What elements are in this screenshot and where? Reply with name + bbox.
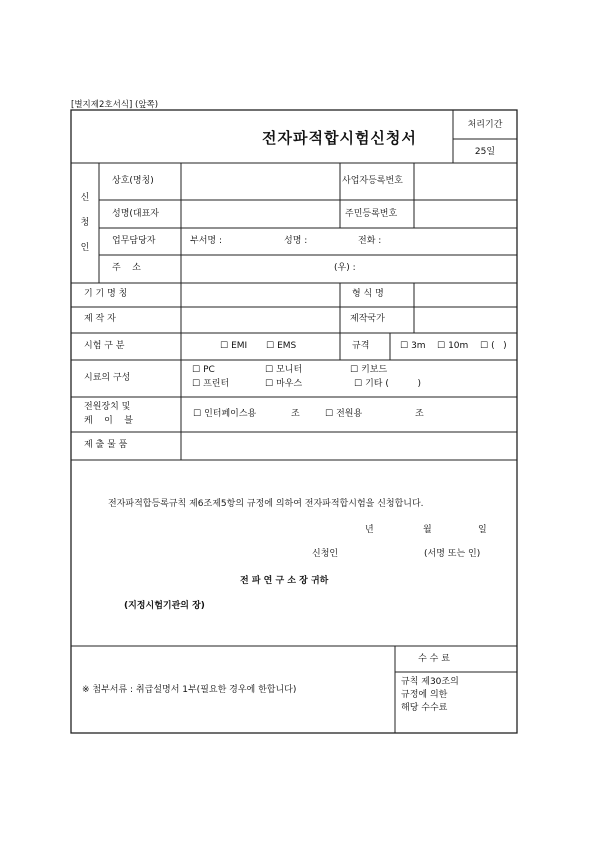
applicant-sign-label: 신청인: [312, 549, 339, 559]
equipment-name-label: 기 기 명 칭: [84, 289, 128, 299]
dept-label: 부서명 :: [190, 236, 222, 246]
power-cable-label-line2: 케 이 블: [84, 416, 133, 426]
3m-checkbox[interactable]: ☐ 3m: [400, 342, 426, 351]
applicant-group-char-3: 인: [80, 243, 90, 253]
applicant-group-char-1: 신: [80, 193, 90, 203]
addressee: 전 파 연 구 소 장 귀하: [240, 576, 329, 586]
manufacturer-label: 제 작 자: [84, 314, 116, 324]
other-standard-checkbox[interactable]: ☐ ( ): [480, 342, 507, 351]
date-day: 일: [478, 525, 487, 535]
fee-line-1: 규칙 제30조의: [401, 677, 459, 687]
attachments-note: ※ 첨부서류 : 취급설명서 1부(필요한 경우에 한합니다): [82, 685, 297, 695]
fee-label: 수 수 료: [418, 654, 450, 664]
contact-person-label: 업무담당자: [112, 236, 156, 246]
monitor-checkbox[interactable]: ☐ 모니터: [265, 366, 302, 375]
processing-period-value: 25일: [474, 147, 496, 157]
standard-label: 규격: [352, 341, 370, 351]
trade-name-label: 상호(명칭): [112, 176, 154, 186]
power-cable-label-line1: 전원장치 및: [84, 402, 131, 412]
processing-period-label: 처리기간: [467, 120, 503, 130]
etc-checkbox[interactable]: ☐ 기타 ( ): [354, 380, 421, 389]
power-cable-unit: 조: [415, 409, 424, 419]
10m-checkbox[interactable]: ☐ 10m: [437, 342, 468, 351]
form-title: 전자파적합시험신청서: [262, 129, 417, 147]
interface-cable-checkbox[interactable]: ☐ 인터페이스용: [193, 410, 256, 419]
keyboard-checkbox[interactable]: ☐ 키보드: [350, 366, 387, 375]
interface-cable-unit: 조: [291, 409, 300, 419]
test-type-label: 시험 구 분: [84, 341, 125, 351]
sample-config-label: 시료의 구성: [84, 373, 131, 383]
representative-label: 성명(대표자: [112, 209, 159, 219]
power-cable-checkbox[interactable]: ☐ 전원용: [325, 410, 362, 419]
form-number-label: [별지제2호서식] (앞쪽): [71, 100, 159, 110]
mouse-checkbox[interactable]: ☐ 마우스: [265, 380, 302, 389]
designated-agency: (지정시험기관의 장): [124, 601, 205, 611]
business-reg-no-label: 사업자등록번호: [342, 176, 403, 186]
fee-line-3: 해당 수수료: [401, 703, 448, 713]
application-statement: 전자파적합등록규칙 제6조제5항의 규정에 의하여 전자파적합시험을 신청합니다.: [108, 499, 424, 509]
model-name-label: 형 식 명: [352, 289, 384, 299]
fee-line-2: 규정에 의한: [401, 690, 448, 700]
pc-checkbox[interactable]: ☐ PC: [192, 366, 215, 375]
applicant-sign-note: (서명 또는 인): [424, 549, 481, 559]
ems-checkbox[interactable]: ☐ EMS: [266, 342, 296, 351]
documents-label: 제 출 물 품: [84, 440, 128, 450]
contact-name-label: 성명 :: [284, 236, 308, 246]
country-label: 제작국가: [350, 314, 385, 324]
date-month: 월: [423, 525, 432, 535]
date-year: 년: [365, 525, 374, 535]
applicant-group-char-2: 청: [80, 218, 90, 228]
phone-label: 전화 :: [358, 236, 382, 246]
emi-checkbox[interactable]: ☐ EMI: [220, 342, 247, 351]
printer-checkbox[interactable]: ☐ 프린터: [192, 380, 229, 389]
zip-label: (우) :: [334, 263, 356, 273]
resident-reg-no-label: 주민등록번호: [345, 209, 398, 219]
address-label: 주 소: [112, 263, 141, 273]
